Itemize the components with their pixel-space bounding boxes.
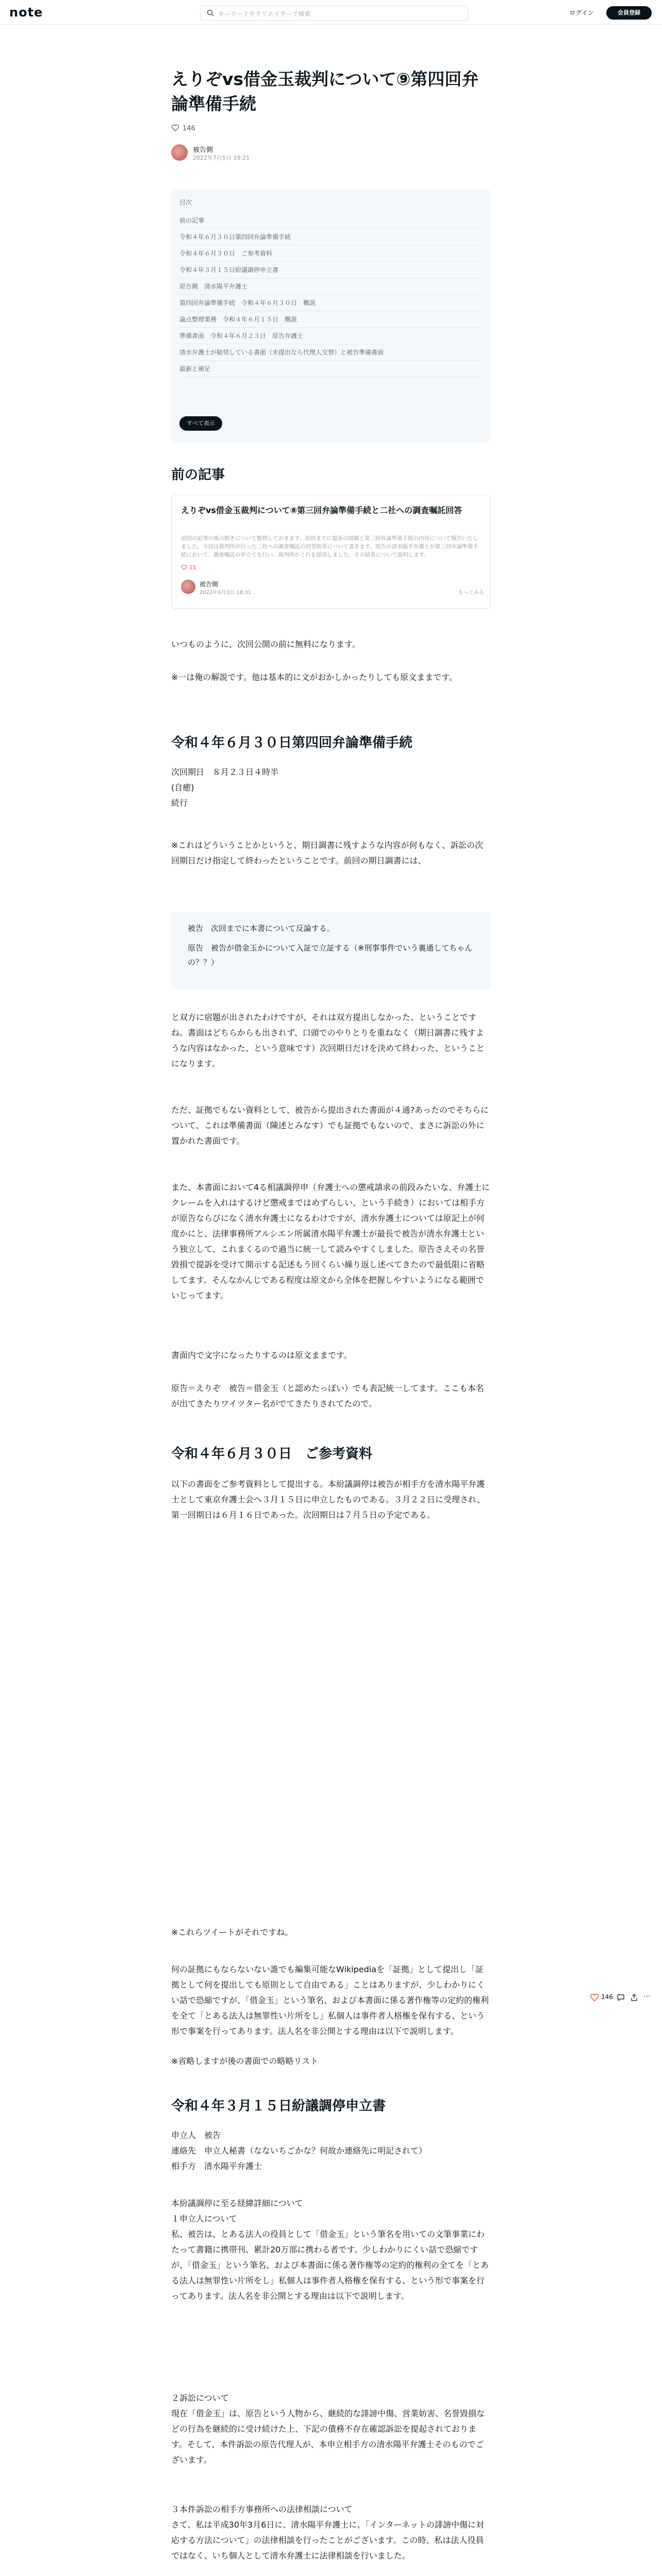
body-line: 続行 xyxy=(171,798,188,808)
intro-paragraph: ※一は俺の解説です。他は基本的に文がおかしかったりしても原文ままです。 xyxy=(171,672,457,682)
search-box[interactable] xyxy=(200,5,468,21)
card-excerpt: 前回の記事の後の動きについて整理しておきます。前回までに提訴の経緯と第三回弁論準備手続の内容について報告いたしました。今回は裁判所が行った二社への調査嘱託の回答結果について書きます。原告の清水陽平弁護士が第三回弁論準備手続において、調査嘱託の申立てを行い、裁判所がこれを採用しました。その結果について説明します。 xyxy=(181,535,478,558)
search-icon xyxy=(207,9,214,16)
prev-article-card[interactable] xyxy=(171,495,491,609)
card-date: 2022年6月3日 18:31 xyxy=(200,590,252,596)
author-info[interactable] xyxy=(171,143,377,164)
heart-icon xyxy=(171,124,179,132)
signup-button[interactable]: 会員登録 xyxy=(606,6,652,20)
body-line: 相手方 清水陽平弁護士 xyxy=(171,2161,262,2171)
body-paragraph: さて、私は平成30年3月6日に、清水陽平弁護士に、「インターネットの誹謗中傷に対応する方法について」の法律相談を行ったことがございます。この時、私は法人役員ではなく、いち個人として清水弁護士に法律相談を行いました。 xyxy=(171,2520,484,2561)
body-paragraph: ※これはどういうことかというと、期日調書に残すような内容が何もなく、訴訟の次回期日だけ指定して終わったということです。前回の期日調書には、 xyxy=(171,840,484,866)
card-author-avatar xyxy=(181,580,195,594)
toc-show-all-button[interactable]: すべて表示 xyxy=(179,416,222,431)
body-paragraph: ※これらツイートがそれですね。 xyxy=(171,1927,293,1937)
toc-item[interactable]: 令和４年６月３０日第四回弁論準備手続 xyxy=(179,229,483,245)
toc-item[interactable]: 論点整理業務 令和４年６月１５日 概説 xyxy=(179,311,483,328)
body-paragraph: 以下の書面をご参考資料として提出する。本紛議調停は被告が相手方を清水陽平弁護士として東京弁護士会へ３月１５日に申立したものである。３月２２日に受理され、第一回期日は６月１６日であった。次回期日は７月５日の予定である。 xyxy=(171,1479,485,1520)
body-line: 次回期日 ８月２３日４時半 xyxy=(171,767,279,777)
body-line: 申立人 被告 xyxy=(171,2130,221,2140)
toc-item[interactable]: 清水弁護士が勧奨している書面（未提出なら代理人交替）と被告準備書面 xyxy=(179,344,483,361)
toc-list xyxy=(179,212,483,377)
body-paragraph: また、本書面において4る相議調停申（弁護士への懲戒請求の前段みたいな、弁護士にクレームを入れはするけど懲戒まではめずらしい、という手続き）においては相手方が原告ならびになく清水弁護士になるわけですが、清水弁護士については原記上が何度かにと、法律事務所アルシエン所属清水陽平弁護士が最長で被告が清水弁護士という独立して、これまくるので過当に統一して読みやすくしました。原告さえその名誉毀損で提訴を受けて開示する記述もう回くらい繰り返し述べてきたので最低限に省略してます。そんなかんじである程度は原文から全体を把握しやすいようになる範囲でいじってます。 xyxy=(171,1182,490,1300)
side-like-count: 146 xyxy=(601,1993,613,2001)
quote-line: 被告 次回までに本書について反論する。 xyxy=(188,924,335,933)
toc-item[interactable]: 前の記事 xyxy=(179,212,483,229)
body-paragraph: 私、被告は、とある法人の役員として「借金玉」という筆名を用いての文筆事業にわたって書籍に携帯刊、累計20万部に携わる者です。少しわかりにくい話で恐縮ですが、「借金玉」という筆名、および本書面に係る著作権等の定約的権利の全てを「とある法人は無罪性い片所をし」私個人は事件者人格権を保有する、という形で事案を行ってあります。法人名を非公開とする理由は以下で説明します。 xyxy=(171,2229,489,2301)
section-heading: 令和４年６月３０日 ご参考資料 xyxy=(171,1446,373,1462)
side-actions xyxy=(590,1992,652,2004)
section-heading: 令和４年６月３０日第四回弁論準備手続 xyxy=(171,735,413,751)
blockquote xyxy=(171,912,491,989)
more-menu-icon[interactable]: ⋯ xyxy=(643,1992,651,2001)
body-line: (自癒) xyxy=(171,783,194,792)
heart-icon xyxy=(181,564,187,570)
body-paragraph: 現在「借金玉」は、原告という人物から、継続的な誹謗中傷、営業妨害、名誉毀損などの行為を継続的に受け続けた上、下記の債務不存在確認訴訟を提起されております。そして、本件訴訟の原告代理人が、本申立相手方の清水陽平弁護士そのものでございます。 xyxy=(171,2409,485,2465)
section-heading: 令和４年３月１５日紛議調停申立書 xyxy=(171,2098,386,2114)
toc-item[interactable]: 最新と補足 xyxy=(179,361,483,377)
share-icon[interactable] xyxy=(630,1993,638,2002)
body-line: ３本件訴訟の相手方事務所への法律相談について xyxy=(171,2504,353,2514)
search-placeholder: キーワードやクリエイターで検索 xyxy=(218,10,311,18)
body-paragraph: ただ、証拠でもない資料として、被告から提出された書面が４通?あったのでそちらについて、これは準備書面（陳述とみなす）でも証拠でもないので、まさに訴訟の外に置かれた書面です。 xyxy=(171,1105,489,1146)
prev-heading: 前の記事 xyxy=(171,467,225,483)
body-paragraph: 書面内で文字になったりするのは原文ままです。 xyxy=(171,1350,352,1360)
body-line: ２訴訟について xyxy=(171,2393,229,2403)
card-likes xyxy=(181,564,196,571)
body-paragraph: と双方に宿題が出されたわけですが、それは双方提出しなかった、ということですね。書面はどちらからも出されず、口頭でのやりとりを重ねなく（期日調書に残すような内容はなかった、という意味です）次回期日だけを決めて終わった、ということになります。 xyxy=(171,1012,485,1069)
card-title[interactable]: えりぞvs借金玉裁判について⑧第三回弁論準備手続と二社への調査嘱託回答 xyxy=(181,505,462,515)
body-paragraph: ※省略しますが後の書面での略略リスト xyxy=(171,2056,319,2066)
toc-header: 目次 xyxy=(179,199,192,206)
login-button[interactable]: ログイン xyxy=(569,9,594,16)
publish-date: 2022年7月5日 19:21 xyxy=(193,155,250,161)
body-line: 連絡先 申立人秘書（なないちごかな？何故か連絡先に明記されて） xyxy=(171,2146,427,2156)
body-paragraph: 原告＝えりぞ 被告＝借金玉（と認めたっぽい）でも表記統一してます。ここも本名が出てきたりワイツター名がでてきたりされてたので。 xyxy=(171,1383,484,1409)
site-header xyxy=(0,0,662,25)
like-counter[interactable] xyxy=(171,124,195,134)
body-line: １申立人について xyxy=(171,2214,237,2224)
intro-paragraph: いつものように、次回公開の前に無料になります。 xyxy=(171,639,360,649)
card-more-link[interactable]: もっとみる xyxy=(458,590,484,596)
card-like-count: 11 xyxy=(189,564,196,571)
body-line: 本紛議調停に至る経緯詳細について xyxy=(171,2198,303,2208)
heart-icon[interactable] xyxy=(590,1993,599,2002)
body-paragraph: 何の証拠にもならないない誰でも編集可能なWikipediaを「証拠」として提出し「証拠として何を提出しても原則として自由である」ことはありますが、少しわかりにくい話で恐縮ですが、「借金玉」という筆名、および本書面に係る著作権等の定約的権利を全て「とある法人は無罪性い片所をし」私個人は事件者人格権を保有する、という形で事案を行ってあります。法人名を非公開とする理由は以下で説明します。 xyxy=(171,1964,489,2036)
toc-item[interactable]: 第四回弁論準備手続 令和４年６月３０日 概説 xyxy=(179,295,483,311)
toc-item[interactable]: 原告側 清水陽平弁護士 xyxy=(179,278,483,295)
table-of-contents xyxy=(171,190,491,442)
toc-item[interactable]: 準備書面 令和４年６月２３日 原告弁護士 xyxy=(179,328,483,344)
card-author-name: 被告側 xyxy=(200,581,219,588)
comment-icon[interactable] xyxy=(617,1993,625,2002)
toc-item[interactable]: 令和４年３月１５日紛議調停申立書 xyxy=(179,262,483,278)
author-name[interactable]: 被告側 xyxy=(193,146,213,154)
article-title: えりぞvs借金玉裁判について⑨第四回弁論準備手続 xyxy=(171,69,479,114)
author-avatar[interactable] xyxy=(171,144,188,161)
embedded-tweets-area xyxy=(171,1546,491,1922)
note-logo[interactable]: note xyxy=(9,5,43,20)
toc-item[interactable]: 令和４年６月３０日 ご参考資料 xyxy=(179,245,483,262)
quote-line: 原告 被告が借金玉かについて入証で立証する（※刑事事件でいう裏通してちゃんの？？） xyxy=(188,943,473,967)
like-count: 146 xyxy=(183,125,195,132)
